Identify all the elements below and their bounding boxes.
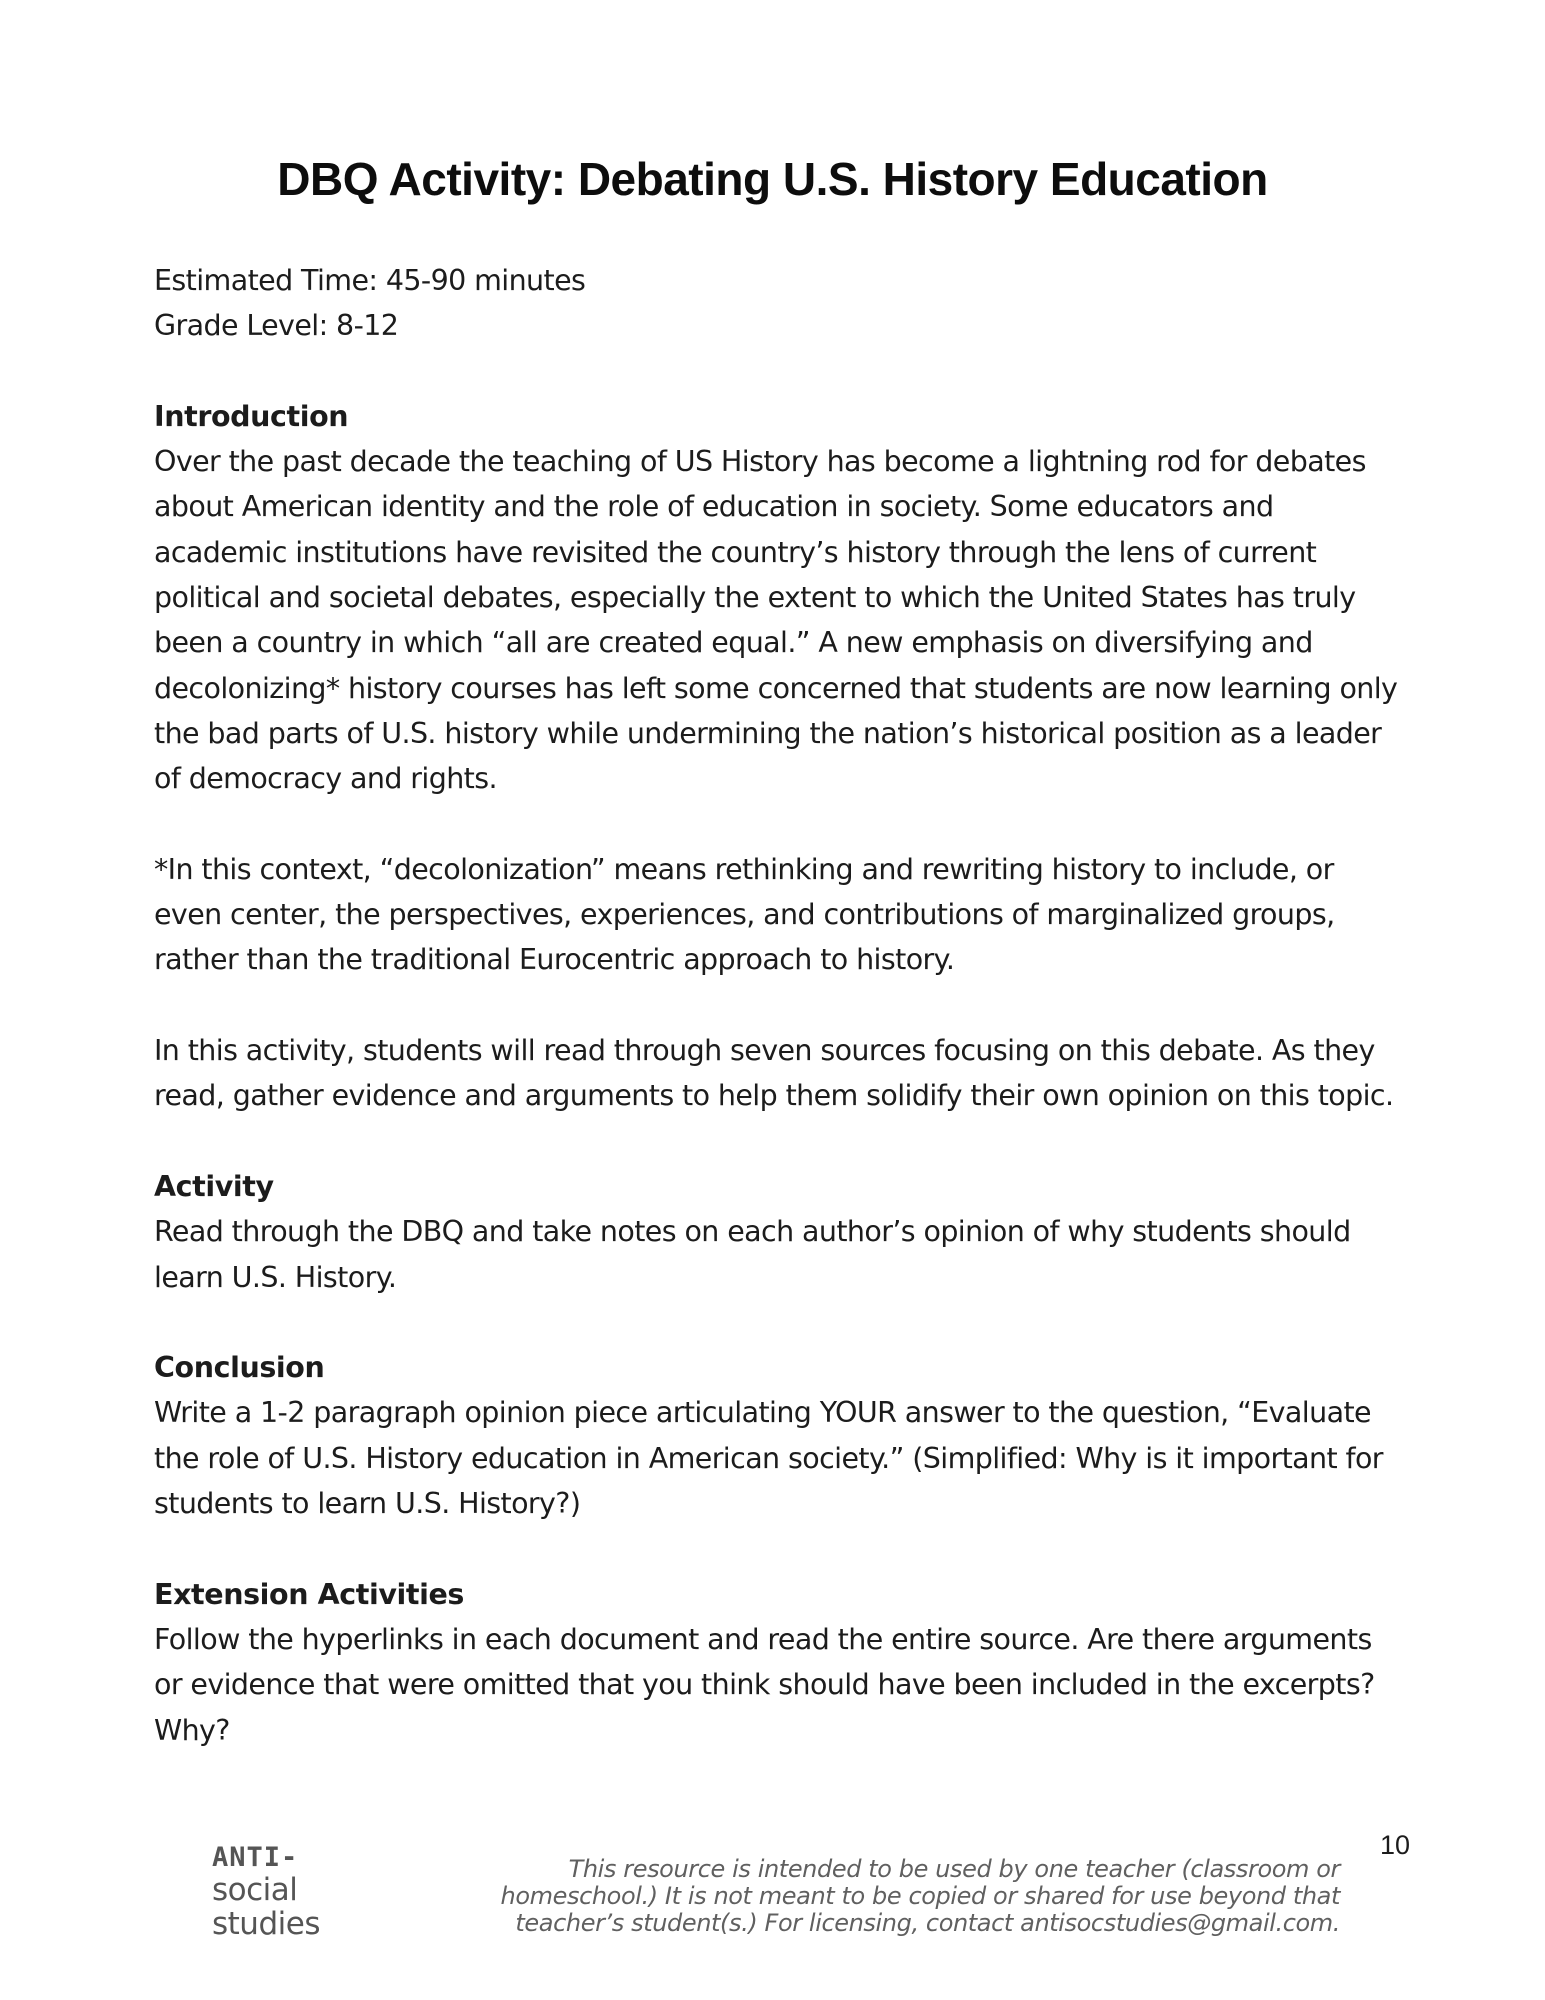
spacer — [154, 983, 1404, 1028]
extension-heading: Extension Activities — [154, 1577, 464, 1611]
logo-line-social: social — [212, 1872, 298, 1908]
introduction-paragraph: Over the past decade the teaching of US History has become a lightning rod for debates about American identity and the role of education in society. Some educators and academic institutions have revisited the country’s history through the lens of current political and societal debates, especially the extent to which the United States has truly been a country in which “all are created equal.” A new emphasis on diversifying and decolonizing* history courses has left some concerned that students are now learning only the bad parts of U.S. history while undermining the nation’s historical position as a leader of democracy and rights. — [154, 445, 1398, 796]
activity-overview-paragraph: In this activity, students will read through seven sources focusing on this debate. As they read, gather evidence and arguments to help them solidify their own opinion on this topic. — [154, 1034, 1394, 1113]
activity-heading: Activity — [154, 1169, 274, 1203]
conclusion-paragraph: Write a 1-2 paragraph opinion piece articulating YOUR answer to the question, “Evaluate the role of U.S. History education in American society.” (Simplified: Why is it important for students to learn U.S. History?) — [154, 1396, 1383, 1521]
spacer — [154, 1526, 1404, 1571]
extension-paragraph: Follow the hyperlinks in each document and read the entire source. Are there arguments or evidence that were omitted that you think should have been included in the excerpts? Why? — [154, 1622, 1375, 1747]
spacer — [154, 1300, 1404, 1345]
page-number: 10 — [1380, 1830, 1411, 1860]
anti-social-studies-logo — [212, 1843, 352, 1941]
page-title: DBQ Activity: Debating U.S. History Education — [277, 153, 1268, 205]
spacer — [154, 802, 1404, 847]
estimated-time: Estimated Time: 45-90 minutes — [154, 264, 586, 297]
introduction-heading: Introduction — [154, 399, 349, 433]
grade-level: Grade Level: 8-12 — [154, 309, 399, 343]
logo-line-studies: studies — [212, 1906, 320, 1942]
activity-paragraph: Read through the DBQ and take notes on each author’s opinion of why students should learn U.S. History. — [154, 1215, 1351, 1294]
document-body — [154, 258, 1404, 1753]
decolonization-footnote: *In this context, “decolonization” means rethinking and rewriting history to include, or even center, the perspectives, experiences, and contributions of marginalized groups, rather than the traditional Eurocentric approach to history. — [154, 852, 1335, 977]
spacer — [154, 1119, 1404, 1164]
logo-line-anti: ANTI- — [212, 1842, 299, 1873]
conclusion-heading: Conclusion — [154, 1351, 325, 1385]
license-note: This resource is intended to be used by one teacher (classroom or homeschool.) It is not meant to be copied or shared for use beyond that teacher’s student(s.) For licensing, contact antisocstudies@gmail.com. — [500, 1855, 1340, 1937]
spacer — [154, 349, 1404, 394]
